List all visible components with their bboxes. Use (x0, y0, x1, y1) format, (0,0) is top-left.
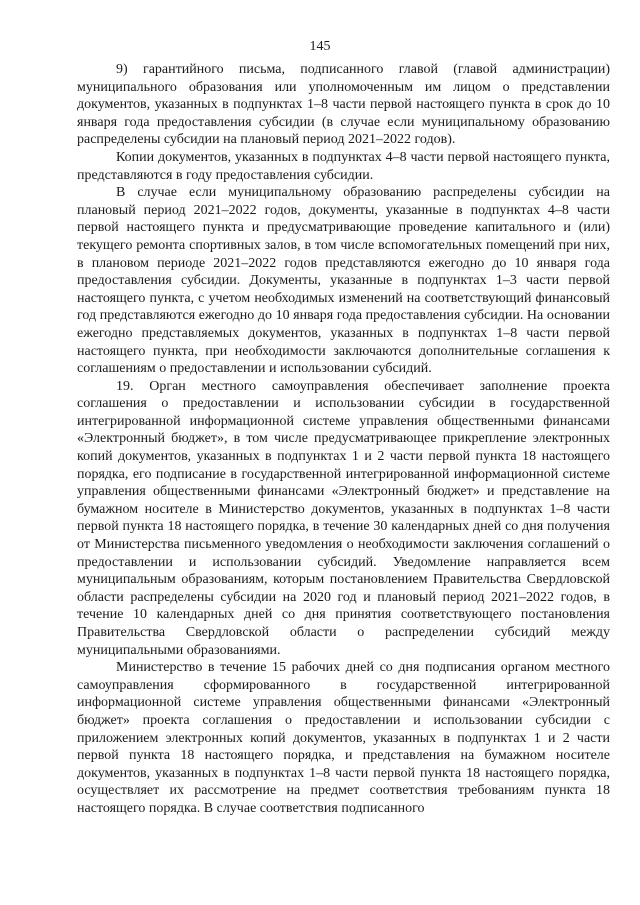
paragraph-planning-period: В случае если муниципальному образованию распределены субсидии на плановый период 2021–2022 годов, документы, указанные в подпунктах 4–8 части первой настоящего пункта и предусматривающие проведение капитального и (или) текущего ремонта спортивных залов, в том числе вспомогательных помещений при них, в плановом периоде 2021–2022 годов представляются ежегодно до 10 января года предоставления субсидии. Документы, указанные в подпунктах 1–3 части первой настоящего пункта, с учетом необходимых изменений на соответствующий финансовый год представляются ежегодно до 10 января года предоставления субсидии. На основании ежегодно представляемых документов, указанных в подпунктах 1–8 части первой настоящего пункта, при необходимости заключаются дополнительные соглашения к соглашениям о предоставлении и использовании субсидий. (77, 185, 610, 377)
paragraph-document-copies: Копии документов, указанных в подпунктах 4–8 части первой настоящего пункта, представляются в году предоставления субсидии. (77, 149, 610, 183)
page-number: 145 (309, 39, 331, 54)
paragraph-ministry-review: Министерство в течение 15 рабочих дней со дня подписания органом местного самоуправления сформированного в государственной интегрированной информационной системе управления общественными финансами «Электронный бюджет» проекта соглашения о предоставлении и использовании субсидии с приложением электронных копий документов, указанных в подпунктах 1 и 2 части первой пункта 18 настоящего порядка, и представления на бумажном носителе документов, указанных в подпунктах 1–8 части первой пункта 18 настоящего порядка, осуществляет их рассмотрение на предмет соответствия требованиям пункта 18 настоящего порядка. В случае соответствия подписанного (77, 660, 610, 816)
paragraph-item-19: 19. Орган местного самоуправления обеспечивает заполнение проекта соглашения о предоставлении и использовании субсидии в государственной интегрированной информационной системе управления общественными финансами «Электронный бюджет», в том числе предусматривающее прикрепление электронных копий документов, указанных в подпунктах 1 и 2 части первой пункта 18 настоящего порядка, его подписание в государственной интегрированной информационной системе управления общественными финансами «Электронный бюджет» и представление на бумажном носителе в Министерство документов, указанных в подпунктах 1–8 части первой пункта 18 настоящего порядка, в течение 30 календарных дней со дня получения от Министерства письменного уведомления о необходимости заключения соглашений о предоставлении и использовании субсидий. Уведомление направляется всем муниципальным образованиям, которым постановлением Правительства Свердловской области распределены субсидии на 2020 год и плановый период 2021–2022 годов, в течение 10 календарных дней со дня принятия соответствующего постановления Правительства Свердловской области о распределении субсидий между муниципальными образованиями. (77, 378, 610, 658)
paragraph-guarantee-letter: 9) гарантийного письма, подписанного главой (главой администрации) муниципального образования или уполномоченным им лицом о представлении документов, указанных в подпунктах 1–8 части первой настоящего пункта в срок до 10 января года предоставления субсидии (в случае если муниципальному образованию распределены субсидии на плановый период 2021–2022 годов). (77, 62, 610, 148)
document-body (77, 61, 610, 818)
